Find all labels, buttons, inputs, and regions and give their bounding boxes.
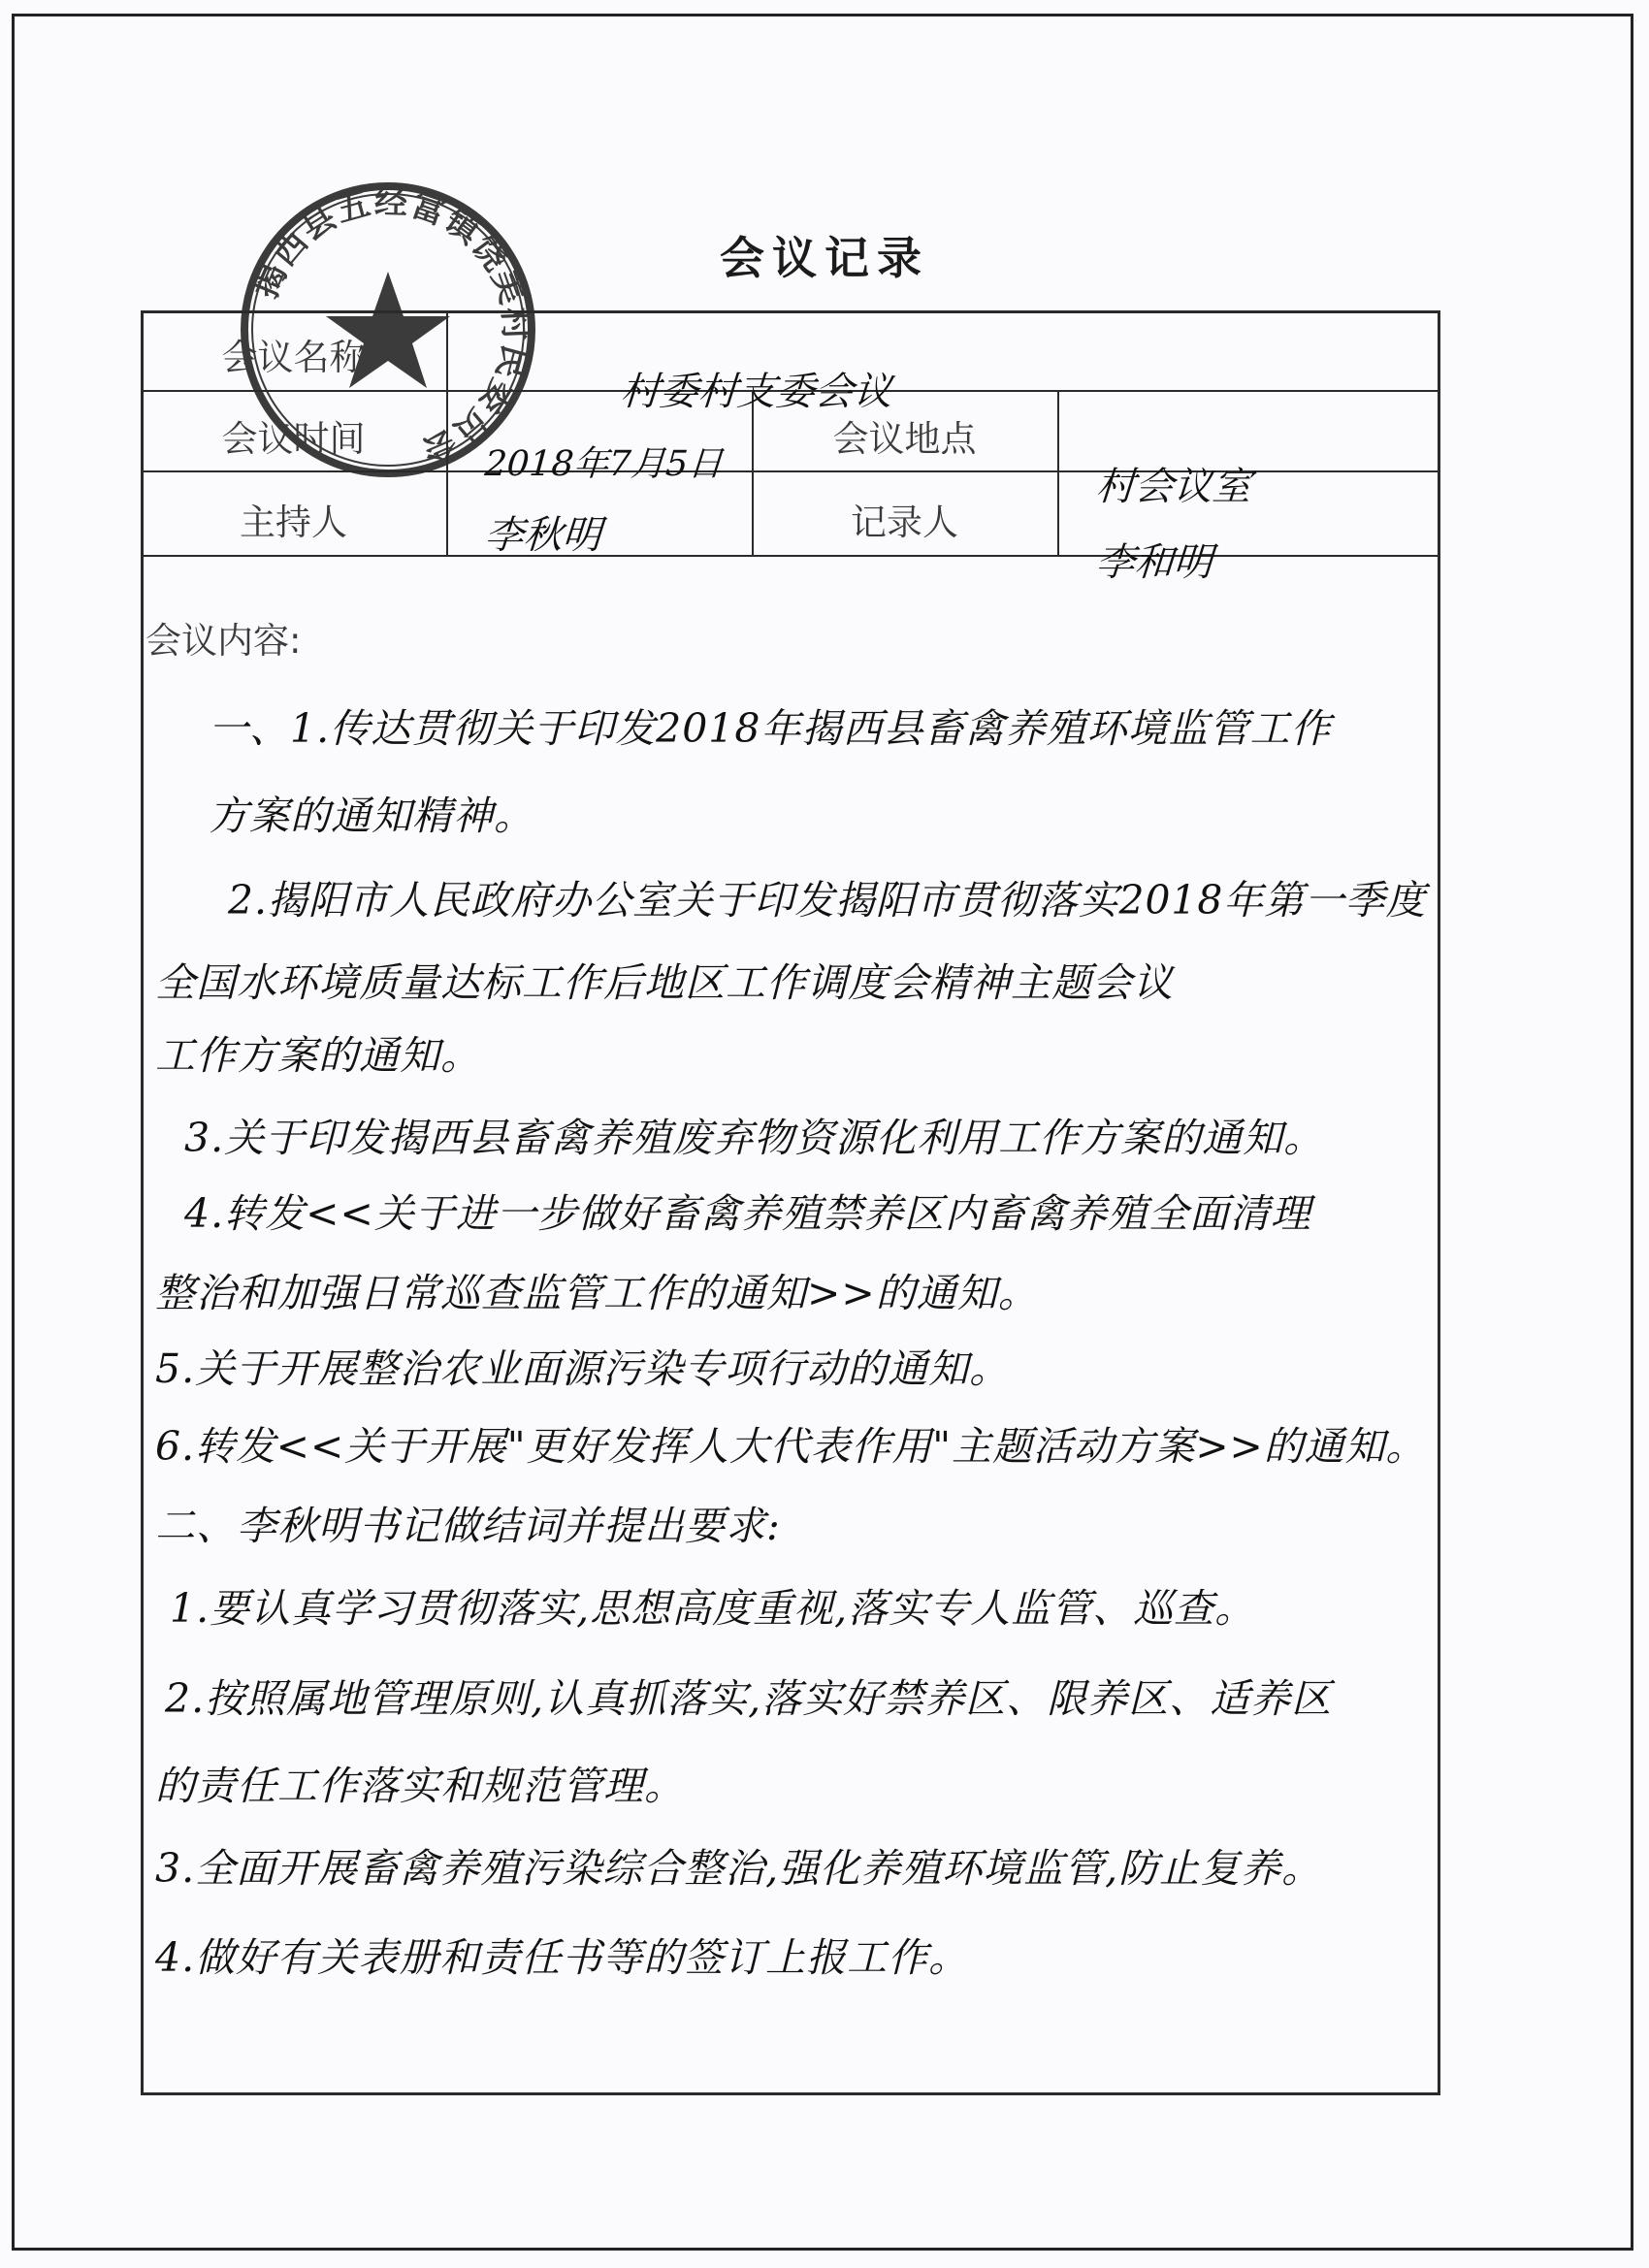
svg-text:揭西县五经富镇饶美村民委员会: 揭西县五经富镇饶美村民委员会 [245,182,535,471]
content-line: 2.揭阳市人民政府办公室关于印发揭阳市贯彻落实2018年第一季度 [228,877,1427,923]
meeting-name-value: 村委村支委会议 [619,370,894,414]
content-line: 2.按照属地管理原则,认真抓落实,落实好禁养区、限养区、适养区 [165,1675,1333,1722]
content-line: 二、李秋明书记做结词并提出要求: [155,1503,781,1549]
meeting-time-label: 会议时间 [221,418,366,460]
recorder-value: 李和明 [1094,540,1214,585]
column-divider [446,310,448,555]
recorder-label: 记录人 [851,502,958,543]
content-line: 5.关于开展整治农业面源污染专项行动的通知。 [155,1345,1011,1392]
content-line: 方案的通知精神。 [209,793,534,839]
content-line: 整治和加强日常巡查监管工作的通知>>的通知。 [155,1270,1039,1316]
meeting-place-label: 会议地点 [832,418,977,460]
meeting-content-label: 会议内容: [146,620,302,662]
content-line: 6.转发<<关于开展"更好发挥人大代表作用"主题活动方案>>的通知。 [155,1423,1427,1470]
content-line: 的责任工作落实和规范管理。 [155,1763,685,1809]
meeting-place-value: 村会议室 [1094,465,1253,509]
column-divider [1057,390,1059,555]
content-line: 4.转发<<关于进一步做好畜禽养殖禁养区内畜禽养殖全面清理 [184,1190,1311,1237]
row-divider [141,555,1440,557]
content-line: 工作方案的通知。 [155,1032,481,1079]
document-title: 会议记录 [720,232,929,284]
content-line: 一、1.传达贯彻关于印发2018年揭西县畜禽养殖环境监管工作 [209,705,1332,752]
content-line: 3.全面开展畜禽养殖污染综合整治,强化养殖环境监管,防止复养。 [155,1845,1323,1892]
meeting-name-label: 会议名称 [221,337,366,378]
content-line: 全国水环境质量达标工作后地区工作调度会精神主题会议 [155,959,1174,1006]
host-value: 李秋明 [483,513,603,558]
content-line: 1.要认真学习贯彻落实,思想高度重视,落实专人监管、巡查。 [170,1585,1256,1632]
host-label: 主持人 [240,502,347,543]
content-line: 3.关于印发揭西县畜禽养殖废弃物资源化利用工作方案的通知。 [184,1115,1325,1161]
meeting-time-value: 2018年7月5日 [483,444,725,484]
content-line: 4.做好有关表册和责任书等的签订上报工作。 [155,1934,970,1981]
